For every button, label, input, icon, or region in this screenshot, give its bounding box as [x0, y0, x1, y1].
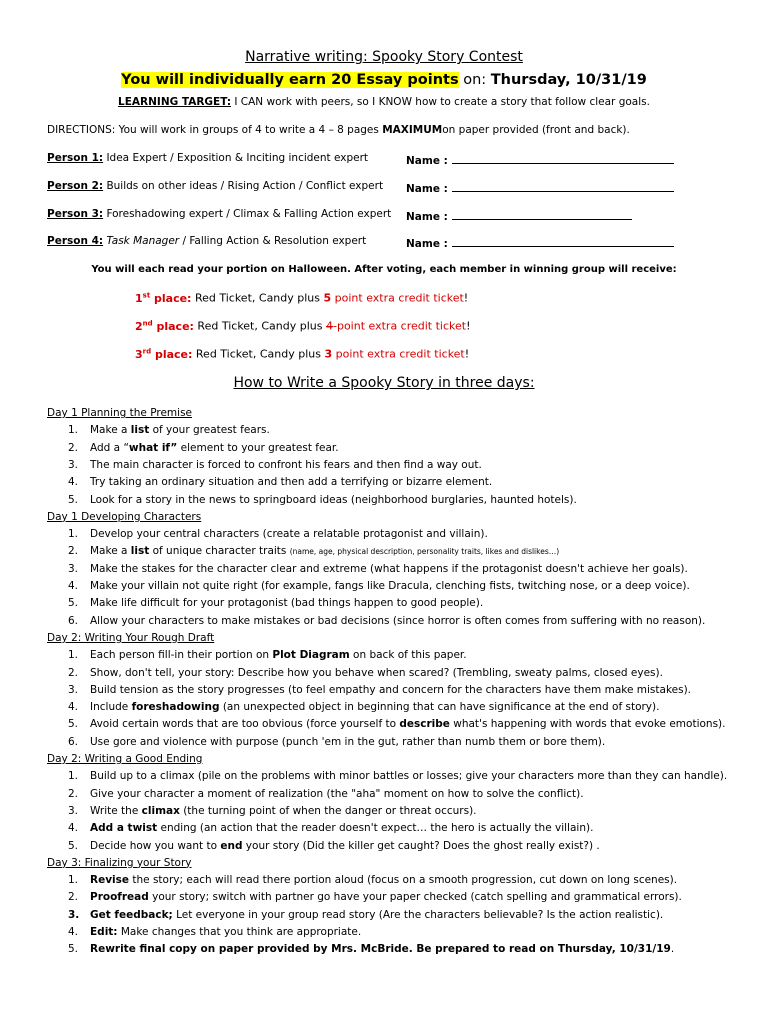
prize-rest: point extra credit ticket: [332, 347, 465, 361]
name-label: Name :: [406, 238, 448, 250]
prize-bang: !: [464, 347, 470, 361]
item-number: 2.: [68, 891, 79, 904]
item-text: Make a: [90, 545, 131, 558]
item-number: 6.: [68, 614, 79, 627]
item-number: 3.: [68, 562, 79, 575]
prize-suffix: nd: [142, 319, 153, 327]
item-text: The main character is forced to confront his fears and then find a way out.: [90, 458, 482, 471]
item-text: Look for a story in the news to springboard ideas (neighborhood burglaries, haunted hotels).: [90, 493, 577, 506]
prize-points: 5: [323, 291, 332, 305]
item-text: end: [220, 839, 243, 852]
list-item: [68, 684, 691, 696]
list-item: [68, 874, 677, 886]
name-label: Name :: [406, 211, 448, 223]
list-item: [68, 909, 663, 921]
prize-ordinal: 2: [135, 319, 143, 333]
prize-points: 3: [324, 347, 333, 361]
list-item: [68, 442, 339, 454]
item-text: (an unexpected object in beginning that can have significance at the end of story).: [219, 701, 660, 714]
list-item: [68, 528, 488, 540]
item-text: .: [670, 943, 675, 956]
person-role: / Falling Action & Resolution expert: [179, 235, 367, 247]
item-text: Show, don't tell, your story: Describe how you behave when scared? (Trembling, sweaty palms, closed eyes).: [90, 666, 663, 679]
learning-target-label: LEARNING TARGET:: [118, 96, 232, 108]
item-text: Build tension as the story progresses (to feel empathy and concern for the characters have them make mistakes).: [90, 683, 692, 696]
list-item: [68, 476, 492, 488]
item-number: 2.: [68, 787, 79, 800]
item-text: Avoid certain words that are too obvious (force yourself to: [90, 718, 400, 731]
person-row-2: [47, 180, 383, 192]
person-label: Person 1:: [47, 152, 104, 164]
prize-second: [135, 319, 471, 333]
item-number: 1.: [68, 770, 79, 783]
item-text: Try taking an ordinary situation and then add a terrifying or bizarre element.: [90, 476, 493, 489]
item-number: 4.: [68, 476, 79, 489]
item-text: Add a “: [90, 441, 129, 454]
section-heading: Day 3: Finalizing your Story: [47, 856, 192, 869]
item-number: 5.: [68, 839, 79, 852]
list-item: [68, 494, 577, 506]
page-title: Narrative writing: Spooky Story Contest: [245, 49, 523, 65]
item-number: 5.: [68, 597, 79, 610]
item-text: what's happening with words that evoke emotions).: [449, 718, 726, 731]
directions-maximum: MAXIMUM: [382, 124, 443, 136]
prize-ordinal: 3: [135, 347, 143, 361]
item-text: Make changes that you think are appropriate.: [117, 926, 362, 938]
name-label: Name :: [406, 183, 448, 195]
item-text: list: [130, 545, 150, 558]
prize-place: place:: [151, 347, 193, 361]
item-number: 5.: [68, 943, 79, 956]
list-item: [68, 459, 482, 471]
list-item: [68, 891, 682, 903]
list-item: [68, 649, 467, 661]
prize-text: Red Ticket, Candy plus: [193, 319, 326, 333]
item-number: 3.: [68, 908, 80, 921]
name-blank[interactable]: [452, 152, 674, 164]
item-number: 2.: [68, 441, 79, 454]
item-text: Each person fill-in their portion on: [90, 649, 273, 662]
list-item: [68, 424, 270, 436]
item-text: of your greatest fears.: [149, 424, 270, 437]
prize-rest: -point extra credit ticket: [333, 319, 467, 333]
item-text: Develop your central characters (create a relatable protagonist and villain).: [90, 528, 488, 541]
list-item: [68, 736, 605, 748]
item-number: 5.: [68, 718, 79, 731]
item-number: 4.: [68, 701, 79, 714]
prize-third: [135, 347, 469, 361]
list-item: [68, 926, 361, 938]
prize-bang: !: [463, 291, 469, 305]
item-text: climax: [141, 804, 180, 817]
name-field-3[interactable]: [406, 208, 632, 223]
item-text: Revise: [90, 874, 130, 887]
item-text: your story; switch with partner go have your paper checked (catch spelling and grammatical errors).: [148, 891, 682, 904]
item-text: Build up to a climax (pile on the problems with minor battles or losses; give your characters more than they can handle).: [90, 770, 728, 783]
item-text: Plot Diagram: [272, 649, 350, 662]
list-item: [68, 701, 659, 713]
prize-place: place:: [150, 291, 192, 305]
list-item: [68, 840, 600, 852]
person-task: Task Manager: [103, 235, 180, 247]
list-item: [68, 597, 483, 609]
person-role: Foreshadowing expert / Climax & Falling Action expert: [103, 208, 392, 220]
item-text: Get feedback;: [90, 908, 173, 921]
item-text: on back of this paper.: [349, 649, 467, 662]
list-item: [68, 788, 584, 800]
item-text: Write the: [90, 804, 142, 817]
list-item: [68, 770, 727, 782]
prize-points: 4: [326, 319, 333, 333]
item-text: describe: [399, 718, 450, 731]
section-heading: Day 2: Writing Your Rough Draft: [47, 631, 215, 644]
person-role: Idea Expert / Exposition & Inciting incident expert: [103, 152, 369, 164]
list-item: [68, 615, 705, 627]
how-to-heading: How to Write a Spooky Story in three days:: [233, 375, 535, 391]
item-text: of unique character traits: [149, 545, 290, 558]
due-date: Thursday, 10/31/19: [490, 72, 647, 88]
name-field-2[interactable]: [406, 180, 674, 195]
item-text: Use gore and violence with purpose (punch 'em in the gut, rather than numb them or bore them).: [90, 735, 606, 748]
list-item: [68, 667, 663, 679]
person-row-3: [47, 208, 391, 220]
list-item: [68, 545, 559, 557]
directions-tail: on paper provided (front and back).: [442, 124, 630, 136]
item-text: Decide how you want to: [90, 839, 221, 852]
item-text: (name, age, physical description, personality traits, likes and dislikes…): [289, 547, 560, 557]
item-text: Rewrite final copy on paper provided by Mrs. McBride. Be prepared to read on Thursday, 10/31/19: [90, 943, 671, 956]
item-number: 2.: [68, 666, 79, 679]
essay-points-highlight: You will individually earn 20 Essay points: [121, 72, 459, 88]
name-blank[interactable]: [452, 235, 674, 247]
item-text: Include: [90, 701, 132, 714]
subtitle-on: on:: [458, 72, 491, 88]
directions-text: DIRECTIONS: You will work in groups of 4 to write a 4 – 8 pages: [47, 124, 383, 136]
item-number: 1.: [68, 424, 79, 437]
item-number: 3.: [68, 804, 79, 817]
prize-bang: !: [466, 319, 471, 333]
item-text: Allow your characters to make mistakes or bad decisions (since horror is often comes from suffering with no reason).: [90, 614, 706, 627]
prize-first: [135, 291, 468, 305]
item-number: 1.: [68, 528, 79, 541]
learning-target: [0, 96, 768, 108]
list-item: [68, 805, 477, 817]
prize-ordinal: 1: [135, 291, 143, 305]
list-item: [68, 563, 688, 575]
item-number: 1.: [68, 649, 79, 662]
person-label: Person 3:: [47, 208, 104, 220]
item-text: Make life difficult for your protagonist (bad things happen to good people).: [90, 597, 484, 610]
list-item: [68, 580, 690, 592]
prize-rest: point extra credit ticket: [331, 291, 464, 305]
person-label: Person 4:: [47, 235, 104, 247]
name-field-1[interactable]: [406, 152, 674, 167]
prize-place: place:: [152, 319, 194, 333]
item-text: Let everyone in your group read story (Are the characters believable? Is the action realistic).: [172, 908, 664, 921]
item-text: Make the stakes for the character clear and extreme (what happens if the protagonist doesn't achieve her goals).: [90, 562, 688, 575]
item-number: 6.: [68, 735, 79, 748]
item-number: 1.: [68, 874, 79, 887]
list-item: [68, 943, 674, 955]
item-text: the story; each will read there portion aloud (focus on a smooth progression, cut down on long scenes).: [129, 874, 678, 887]
prize-text: Red Ticket, Candy plus: [191, 291, 324, 305]
prize-suffix: rd: [142, 347, 152, 355]
item-number: 3.: [68, 458, 79, 471]
item-text: Make a: [90, 424, 131, 437]
item-number: 2.: [68, 545, 79, 558]
item-number: 4.: [68, 926, 79, 938]
item-text: element to your greatest fear.: [177, 441, 339, 454]
item-number: 4.: [68, 822, 79, 835]
item-text: Proofread: [90, 891, 149, 904]
item-number: 5.: [68, 493, 79, 506]
prize-suffix: st: [142, 291, 151, 299]
name-blank[interactable]: [452, 180, 674, 192]
person-row-1: [47, 152, 368, 164]
section-heading: Day 2: Writing a Good Ending: [47, 753, 203, 765]
section-heading: Day 1 Developing Characters: [47, 510, 202, 523]
prize-text: Red Ticket, Candy plus: [192, 347, 325, 361]
name-blank[interactable]: [452, 208, 632, 220]
item-text: what if”: [128, 441, 178, 454]
learning-target-text: I CAN work with peers, so I KNOW how to create a story that follow clear goals.: [231, 96, 650, 108]
list-item: [68, 718, 725, 730]
name-field-4[interactable]: [406, 235, 674, 250]
item-text: Make your villain not quite right (for example, fangs like Dracula, clenching fists, twitching nose, or a deep voice).: [90, 580, 690, 592]
list-item: [68, 822, 593, 834]
voting-note: You will each read your portion on Halloween. After voting, each member in winning group will receive:: [91, 264, 677, 275]
person-role: Builds on other ideas / Rising Action / Conflict expert: [103, 180, 384, 192]
directions: [47, 124, 630, 136]
item-text: foreshadowing: [131, 701, 220, 714]
item-text: your story (Did the killer get caught? Does the ghost really exist?) .: [242, 839, 600, 852]
name-label: Name :: [406, 155, 448, 167]
item-text: Edit:: [90, 926, 118, 938]
item-text: ending (an action that the reader doesn't expect… the hero is actually the villain).: [157, 822, 594, 835]
item-text: (the turning point of when the danger or threat occurs).: [179, 804, 477, 817]
person-row-4: [47, 235, 366, 247]
item-text: Give your character a moment of realization (the "aha" moment on how to solve the conflict).: [90, 787, 584, 800]
section-heading: Day 1 Planning the Premise: [47, 407, 192, 419]
item-number: 4.: [68, 580, 79, 592]
item-number: 3.: [68, 683, 79, 696]
item-text: list: [130, 424, 150, 437]
item-text: Add a twist: [90, 822, 158, 835]
person-label: Person 2:: [47, 180, 104, 192]
page-subtitle: [0, 72, 768, 88]
